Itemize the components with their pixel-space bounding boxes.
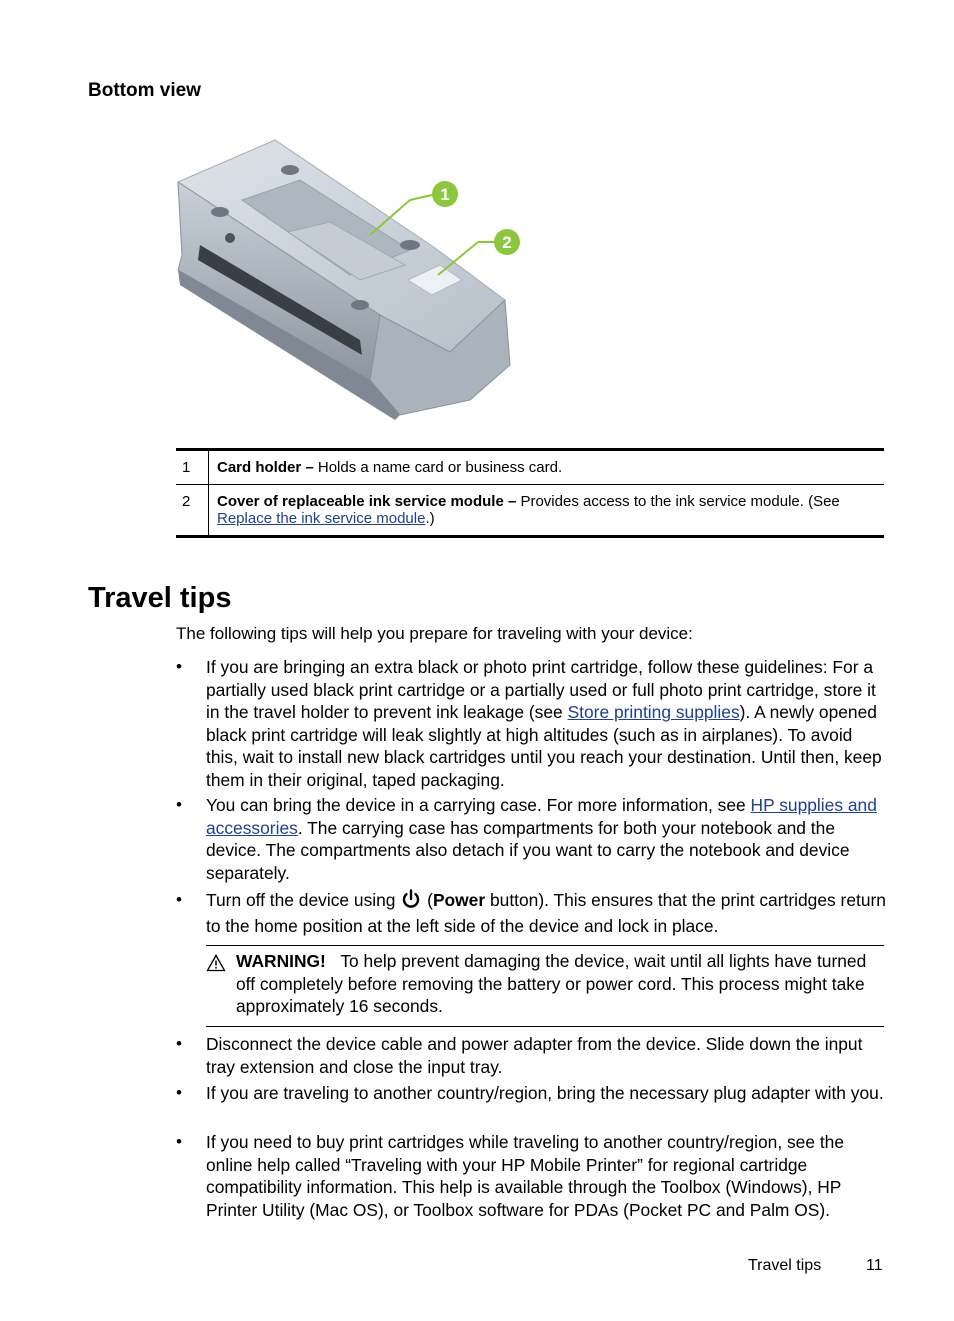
parts-legend-table [176, 448, 884, 538]
section-heading: Bottom view [88, 80, 201, 101]
list-item-buy-cartridges: If you need to buy print cartridges while traveling to another country/region, see the online help called “Traveling with your HP Mobile Printer” for regional cartridge compatibility information. This help is available through the Toolbox (Windows), HP Printer Utility (Mac OS), or Toolbox software for PDAs (Pocket PC and Palm OS). [206, 1132, 845, 1220]
row-term: Cover of replaceable ink service module – [217, 493, 517, 510]
table-row [176, 485, 884, 537]
bullet-text: . The carrying case has compartments for both your notebook and the device. The compartments also detach if you want to carry the notebook and device separately. [206, 817, 850, 883]
power-button-label: Power [432, 890, 486, 910]
store-printing-supplies-link[interactable]: Store printing supplies [567, 702, 740, 723]
callout-2-marker [494, 229, 520, 255]
list-item-carrying-case [206, 794, 886, 884]
callout-2-label: 2 [502, 233, 512, 252]
bullet-text: You can bring the device in a carrying case. For more information, see [206, 795, 751, 815]
footer-section-label: Travel tips [748, 1257, 822, 1274]
bullet-text: ). A newly opened black print cartridge will leak slightly at high altitudes (such as in airplanes). To avoid this, wait to install new black cartridges until you reach your destination. Until then, keep them in their original, taped packaging. [206, 702, 882, 790]
row-number: 2 [176, 485, 209, 537]
callout-1-label: 1 [440, 185, 450, 204]
bullet-marker: • [176, 1034, 182, 1053]
list-item-power-off [206, 889, 886, 937]
row-description [209, 485, 885, 537]
page-title: Travel tips [88, 582, 232, 614]
intro-paragraph: The following tips will help you prepare for traveling with your device: [176, 624, 693, 643]
hp-supplies-link[interactable]: HP supplies and accessories [206, 795, 877, 838]
list-item-plug-adapter: If you are traveling to another country/region, bring the necessary plug adapter with you. [206, 1083, 884, 1103]
row-description [209, 450, 885, 485]
replace-ink-module-link[interactable]: Replace the ink service module [217, 510, 426, 527]
table-row [176, 450, 884, 485]
row-suffix: .) [425, 510, 435, 527]
bullet-marker: • [176, 795, 182, 814]
row-text: Holds a name card or business card. [313, 459, 563, 476]
bullet-marker: • [176, 657, 182, 676]
bullet-marker: • [176, 1083, 182, 1102]
warning-triangle-icon [206, 954, 226, 978]
printer-bottom-view-illustration [170, 130, 530, 425]
warning-label: WARNING! [236, 951, 326, 971]
callout-1-marker [432, 181, 458, 207]
bullet-marker: • [176, 1132, 182, 1151]
list-item-spare-cartridge [206, 656, 886, 792]
bullet-text: ( [422, 890, 433, 910]
warning-callout [206, 945, 884, 1027]
bullet-text: If you are bringing an extra black or photo print cartridge, follow these guidelines: For a partially used black print cartridge or a partially used or full photo print cartridge, store it in the travel holder to prevent ink leakage (see [206, 657, 876, 723]
row-term: Card holder – [217, 459, 314, 476]
bullet-text: Turn off the device using [206, 890, 401, 910]
row-text: Provides access to the ink service module. (See [516, 493, 840, 510]
warning-text: To help prevent damaging the device, wait until all lights have turned off completely before removing the battery or power cord. This process might take approximately 16 seconds. [236, 951, 867, 1017]
page-number: 11 [866, 1257, 883, 1274]
row-number: 1 [176, 450, 209, 485]
bullet-marker: • [176, 890, 182, 909]
list-item-disconnect: Disconnect the device cable and power adapter from the device. Slide down the input tray extension and close the input tray. [206, 1034, 863, 1077]
bullet-text: button). This ensures that the print cartridges return to the home position at the left side of the device and lock in place. [206, 890, 886, 936]
power-icon [400, 889, 422, 915]
